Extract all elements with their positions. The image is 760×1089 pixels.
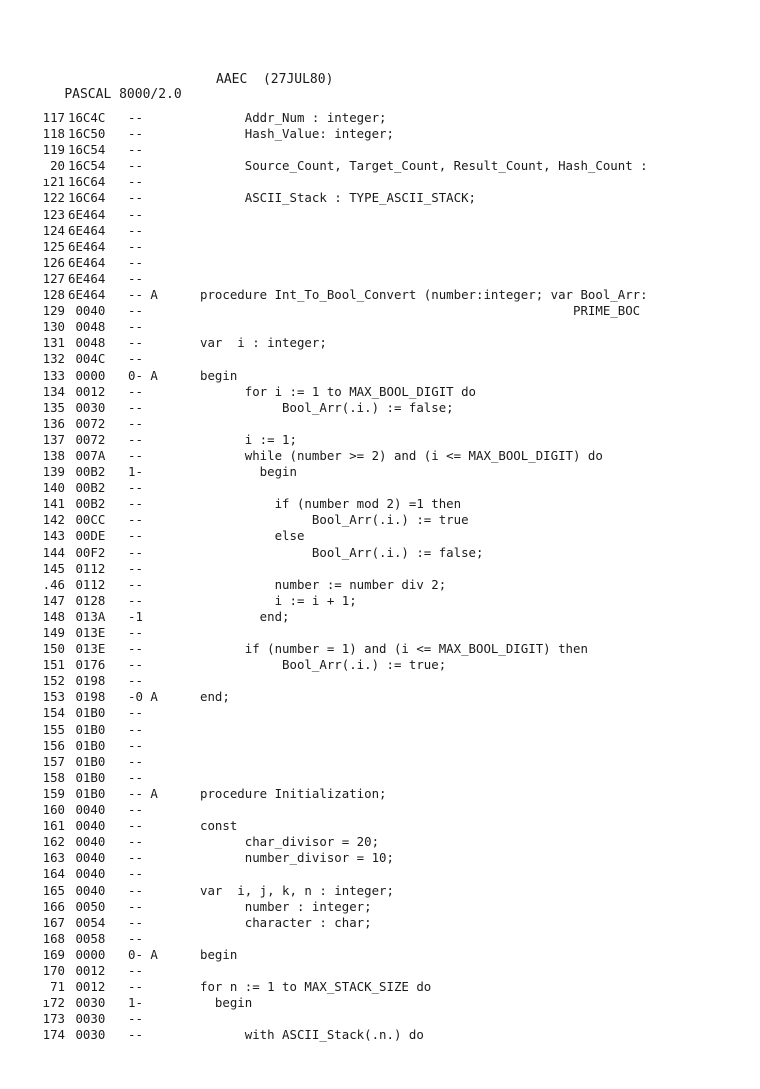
listing-line bbox=[0, 545, 760, 561]
line-number: 137 bbox=[42, 431, 65, 447]
nesting-flag: -- bbox=[128, 415, 143, 431]
listing-line bbox=[0, 802, 760, 818]
nesting-flag: -- bbox=[128, 769, 143, 785]
source-code: number : integer; bbox=[200, 898, 372, 914]
listing-line bbox=[0, 480, 760, 496]
line-number: 129 bbox=[42, 303, 65, 319]
nesting-flag: -- bbox=[128, 592, 143, 608]
line-number: 124 bbox=[42, 222, 65, 238]
source-code: Hash_Value: integer; bbox=[200, 126, 394, 142]
listing-line bbox=[0, 995, 760, 1011]
source-code: i := i + 1; bbox=[200, 592, 357, 608]
address: 0112 bbox=[68, 576, 106, 592]
line-number: 144 bbox=[42, 544, 65, 560]
listing-line bbox=[0, 335, 760, 351]
nesting-flag: -- bbox=[128, 126, 143, 142]
line-number: 142 bbox=[42, 512, 65, 528]
line-number: 155 bbox=[42, 721, 65, 737]
line-number: 143 bbox=[42, 528, 65, 544]
address: 0030 bbox=[68, 1027, 106, 1043]
listing-line bbox=[0, 174, 760, 190]
address: 0058 bbox=[68, 930, 106, 946]
compiler-title: PASCAL 8000/2.0 bbox=[64, 87, 182, 102]
address: 0048 bbox=[68, 319, 106, 335]
address: 0040 bbox=[68, 850, 106, 866]
listing-line bbox=[0, 931, 760, 947]
listing-line bbox=[0, 496, 760, 512]
source-code: begin bbox=[200, 464, 297, 480]
line-number: 138 bbox=[42, 447, 65, 463]
nesting-flag: -- bbox=[128, 866, 143, 882]
address: 0128 bbox=[68, 592, 106, 608]
nesting-flag: -- bbox=[128, 544, 143, 560]
address: 0012 bbox=[68, 383, 106, 399]
line-number: 141 bbox=[42, 496, 65, 512]
address: 6E464 bbox=[68, 287, 106, 303]
line-number: 173 bbox=[42, 1011, 65, 1027]
listing-line bbox=[0, 110, 760, 126]
source-code: Bool_Arr(.i.) := false; bbox=[200, 399, 454, 415]
listing-line bbox=[0, 1027, 760, 1043]
address: 0012 bbox=[68, 962, 106, 978]
source-code: i := 1; bbox=[200, 431, 297, 447]
source-code: if (number = 1) and (i <= MAX_BOOL_DIGIT) then bbox=[200, 641, 588, 657]
nesting-flag: -- A bbox=[128, 785, 158, 801]
source-code: number := number div 2; bbox=[200, 576, 447, 592]
source-code: with ASCII_Stack(.n.) do bbox=[200, 1027, 424, 1043]
source-code: Bool_Arr(.i.) := false; bbox=[200, 544, 484, 560]
line-number: 166 bbox=[42, 898, 65, 914]
line-number: 135 bbox=[42, 399, 65, 415]
address: 0040 bbox=[68, 818, 106, 834]
listing-line bbox=[0, 770, 760, 786]
listing-line bbox=[0, 593, 760, 609]
line-number: 152 bbox=[42, 673, 65, 689]
nesting-flag: -- bbox=[128, 641, 143, 657]
address: 0012 bbox=[68, 979, 106, 995]
listing-line bbox=[0, 126, 760, 142]
line-number: ı21 bbox=[42, 174, 65, 190]
line-number: 139 bbox=[42, 464, 65, 480]
line-number: 157 bbox=[42, 753, 65, 769]
listing-line bbox=[0, 416, 760, 432]
address: 0040 bbox=[68, 834, 106, 850]
address: 00F2 bbox=[68, 544, 106, 560]
compile-info: AAEC (27JUL80) bbox=[216, 72, 334, 87]
listing-line bbox=[0, 432, 760, 448]
listing-line bbox=[0, 963, 760, 979]
nesting-flag: -- bbox=[128, 834, 143, 850]
nesting-flag: 1- bbox=[128, 464, 143, 480]
line-number: 169 bbox=[42, 946, 65, 962]
source-code: begin bbox=[200, 995, 253, 1011]
address: 0040 bbox=[68, 802, 106, 818]
line-number: 156 bbox=[42, 737, 65, 753]
source-code: procedure Initialization; bbox=[200, 785, 387, 801]
address: 0072 bbox=[68, 431, 106, 447]
address: 0176 bbox=[68, 657, 106, 673]
nesting-flag: 0- A bbox=[128, 367, 158, 383]
address: 0000 bbox=[68, 367, 106, 383]
source-code: begin bbox=[200, 946, 238, 962]
line-number: 123 bbox=[42, 206, 65, 222]
address: 0030 bbox=[68, 1011, 106, 1027]
nesting-flag: -- bbox=[128, 142, 143, 158]
nesting-flag: -- bbox=[128, 560, 143, 576]
listing-line bbox=[0, 915, 760, 931]
line-number: 145 bbox=[42, 560, 65, 576]
nesting-flag: -- bbox=[128, 238, 143, 254]
listing-line bbox=[0, 979, 760, 995]
listing-line bbox=[0, 368, 760, 384]
address: 0000 bbox=[68, 946, 106, 962]
address: 00DE bbox=[68, 528, 106, 544]
line-number: 136 bbox=[42, 415, 65, 431]
address: 007A bbox=[68, 447, 106, 463]
address: 0050 bbox=[68, 898, 106, 914]
address: 16C54 bbox=[68, 142, 106, 158]
address: 0040 bbox=[68, 866, 106, 882]
listing-line bbox=[0, 464, 760, 480]
listing-line bbox=[0, 448, 760, 464]
line-number: 153 bbox=[42, 689, 65, 705]
line-number: .46 bbox=[42, 576, 65, 592]
line-number: 154 bbox=[42, 705, 65, 721]
listing-line bbox=[0, 223, 760, 239]
source-code: if (number mod 2) =1 then bbox=[200, 496, 462, 512]
nesting-flag: -0 A bbox=[128, 689, 158, 705]
address: 01B0 bbox=[68, 737, 106, 753]
nesting-flag: -- bbox=[128, 383, 143, 399]
address: 01B0 bbox=[68, 753, 106, 769]
listing-line bbox=[0, 158, 760, 174]
source-code: Addr_Num : integer; bbox=[200, 110, 387, 125]
address: 0030 bbox=[68, 399, 106, 415]
listing-line bbox=[0, 689, 760, 705]
line-number: 133 bbox=[42, 367, 65, 383]
listing-line bbox=[0, 1011, 760, 1027]
nesting-flag: -- bbox=[128, 979, 143, 995]
listing-line bbox=[0, 255, 760, 271]
nesting-flag: -- bbox=[128, 882, 143, 898]
nesting-flag: -- bbox=[128, 496, 143, 512]
nesting-flag: -- bbox=[128, 512, 143, 528]
listing-line bbox=[0, 207, 760, 223]
address: 00B2 bbox=[68, 496, 106, 512]
address: 00CC bbox=[68, 512, 106, 528]
nesting-flag: -- bbox=[128, 174, 143, 190]
nesting-flag: -- bbox=[128, 818, 143, 834]
line-number: 131 bbox=[42, 335, 65, 351]
nesting-flag: -- A bbox=[128, 287, 158, 303]
nesting-flag: -- bbox=[128, 737, 143, 753]
line-number: 119 bbox=[42, 142, 65, 158]
nesting-flag: -- bbox=[128, 914, 143, 930]
source-code: char_divisor = 20; bbox=[200, 834, 380, 850]
nesting-flag: -- bbox=[128, 399, 143, 415]
line-number: 122 bbox=[42, 190, 65, 206]
address: 16C54 bbox=[68, 158, 106, 174]
line-number: 140 bbox=[42, 480, 65, 496]
line-number: 151 bbox=[42, 657, 65, 673]
address: 0048 bbox=[68, 335, 106, 351]
address: 0072 bbox=[68, 415, 106, 431]
address: 0040 bbox=[68, 303, 106, 319]
listing-line bbox=[0, 818, 760, 834]
address: 013A bbox=[68, 608, 106, 624]
nesting-flag: -- bbox=[128, 254, 143, 270]
listing-line bbox=[0, 400, 760, 416]
nesting-flag: -- bbox=[128, 898, 143, 914]
listing-line bbox=[0, 271, 760, 287]
source-code: begin bbox=[200, 367, 238, 383]
line-number: 118 bbox=[42, 126, 65, 142]
nesting-flag: -- bbox=[128, 447, 143, 463]
line-number: 158 bbox=[42, 769, 65, 785]
address: 6E464 bbox=[68, 238, 106, 254]
listing-line bbox=[0, 528, 760, 544]
address: 16C64 bbox=[68, 190, 106, 206]
source-code: character : char; bbox=[200, 914, 372, 930]
source-code: for n := 1 to MAX_STACK_SIZE do bbox=[200, 979, 432, 995]
nesting-flag: 1- bbox=[128, 995, 143, 1011]
line-number: 164 bbox=[42, 866, 65, 882]
address: 01B0 bbox=[68, 785, 106, 801]
listing-line bbox=[0, 287, 760, 303]
listing-line bbox=[0, 609, 760, 625]
source-code: var i, j, k, n : integer; bbox=[200, 882, 394, 898]
line-number: 148 bbox=[42, 608, 65, 624]
nesting-flag: -- bbox=[128, 351, 143, 367]
line-number: 167 bbox=[42, 914, 65, 930]
listing-line bbox=[0, 625, 760, 641]
nesting-flag: -- bbox=[128, 576, 143, 592]
line-number: 130 bbox=[42, 319, 65, 335]
source-code: procedure Int_To_Bool_Convert (number:integer; var Bool_Arr: bbox=[200, 287, 648, 303]
address: 16C4C bbox=[68, 110, 106, 125]
source-code: for i := 1 to MAX_BOOL_DIGIT do bbox=[200, 383, 477, 399]
nesting-flag: -- bbox=[128, 206, 143, 222]
nesting-flag: -- bbox=[128, 1011, 143, 1027]
listing-line bbox=[0, 190, 760, 206]
nesting-flag: -- bbox=[128, 528, 143, 544]
line-number: 126 bbox=[42, 254, 65, 270]
listing-line bbox=[0, 899, 760, 915]
listing-line bbox=[0, 947, 760, 963]
listing-line bbox=[0, 754, 760, 770]
line-number: 150 bbox=[42, 641, 65, 657]
address: 0112 bbox=[68, 560, 106, 576]
listing-line bbox=[0, 577, 760, 593]
line-number: 170 bbox=[42, 962, 65, 978]
address: 6E464 bbox=[68, 206, 106, 222]
line-number: 149 bbox=[42, 625, 65, 640]
listing-line bbox=[0, 641, 760, 657]
address: 0040 bbox=[68, 882, 106, 898]
source-listing bbox=[0, 110, 760, 1043]
listing-line bbox=[0, 351, 760, 367]
listing-line bbox=[0, 722, 760, 738]
nesting-flag: 0- A bbox=[128, 946, 158, 962]
line-number: 127 bbox=[42, 270, 65, 286]
line-number: 163 bbox=[42, 850, 65, 866]
line-number: 165 bbox=[42, 882, 65, 898]
address: 0198 bbox=[68, 673, 106, 689]
line-number: 162 bbox=[42, 834, 65, 850]
listing-line bbox=[0, 673, 760, 689]
source-code: PRIME_BOC bbox=[200, 303, 641, 319]
address: 013E bbox=[68, 625, 106, 640]
line-number: 125 bbox=[42, 238, 65, 254]
address: 0198 bbox=[68, 689, 106, 705]
listing-line bbox=[0, 561, 760, 577]
line-number: ı72 bbox=[42, 995, 65, 1011]
line-number: 159 bbox=[42, 785, 65, 801]
source-code: Source_Count, Target_Count, Result_Count, Hash_Count : bbox=[200, 158, 648, 174]
line-number: 71 bbox=[50, 979, 65, 995]
nesting-flag: -- bbox=[128, 303, 143, 319]
address: 01B0 bbox=[68, 769, 106, 785]
nesting-flag: -- bbox=[128, 319, 143, 335]
address: 013E bbox=[68, 641, 106, 657]
source-code: Bool_Arr(.i.) := true bbox=[200, 512, 469, 528]
nesting-flag: -1 bbox=[128, 608, 143, 624]
nesting-flag: -- bbox=[128, 222, 143, 238]
listing-line bbox=[0, 239, 760, 255]
listing-line bbox=[0, 738, 760, 754]
address: 01B0 bbox=[68, 705, 106, 721]
nesting-flag: -- bbox=[128, 625, 143, 640]
nesting-flag: -- bbox=[128, 270, 143, 286]
address: 00B2 bbox=[68, 480, 106, 496]
nesting-flag: -- bbox=[128, 673, 143, 689]
nesting-flag: -- bbox=[128, 190, 143, 206]
line-number: 161 bbox=[42, 818, 65, 834]
line-number: 168 bbox=[42, 930, 65, 946]
nesting-flag: -- bbox=[128, 721, 143, 737]
listing-line bbox=[0, 319, 760, 335]
source-code: const bbox=[200, 818, 238, 834]
nesting-flag: -- bbox=[128, 657, 143, 673]
line-number: 174 bbox=[42, 1027, 65, 1043]
nesting-flag: -- bbox=[128, 962, 143, 978]
address: 16C50 bbox=[68, 126, 106, 142]
listing-line bbox=[0, 512, 760, 528]
line-number: 147 bbox=[42, 592, 65, 608]
address: 6E464 bbox=[68, 222, 106, 238]
address: 00B2 bbox=[68, 464, 106, 480]
nesting-flag: -- bbox=[128, 753, 143, 769]
line-number: 117 bbox=[42, 110, 65, 125]
line-number: 20 bbox=[50, 158, 65, 174]
address: 6E464 bbox=[68, 254, 106, 270]
nesting-flag: -- bbox=[128, 431, 143, 447]
address: 01B0 bbox=[68, 721, 106, 737]
address: 004C bbox=[68, 351, 106, 367]
listing-line bbox=[0, 786, 760, 802]
nesting-flag: -- bbox=[128, 1027, 143, 1043]
line-number: 128 bbox=[42, 287, 65, 303]
address: 6E464 bbox=[68, 270, 106, 286]
address: 0030 bbox=[68, 995, 106, 1011]
nesting-flag: -- bbox=[128, 802, 143, 818]
address: 16C64 bbox=[68, 174, 106, 190]
line-number: 134 bbox=[42, 383, 65, 399]
source-code: ASCII_Stack : TYPE_ASCII_STACK; bbox=[200, 190, 477, 206]
source-code: while (number >= 2) and (i <= MAX_BOOL_DIGIT) do bbox=[200, 447, 603, 463]
nesting-flag: -- bbox=[128, 158, 143, 174]
listing-line bbox=[0, 883, 760, 899]
nesting-flag: -- bbox=[128, 335, 143, 351]
source-code: else bbox=[200, 528, 305, 544]
listing-line bbox=[0, 303, 760, 319]
address: 0054 bbox=[68, 914, 106, 930]
line-number: 132 bbox=[42, 351, 65, 367]
listing-line bbox=[0, 866, 760, 882]
nesting-flag: -- bbox=[128, 705, 143, 721]
line-number: 160 bbox=[42, 802, 65, 818]
nesting-flag: -- bbox=[128, 850, 143, 866]
listing-line bbox=[0, 705, 760, 721]
source-code: end; bbox=[200, 689, 230, 705]
listing-line bbox=[0, 850, 760, 866]
listing-line bbox=[0, 834, 760, 850]
source-code: end; bbox=[200, 608, 290, 624]
listing-line bbox=[0, 657, 760, 673]
nesting-flag: -- bbox=[128, 110, 143, 125]
nesting-flag: -- bbox=[128, 930, 143, 946]
nesting-flag: -- bbox=[128, 480, 143, 496]
source-code: number_divisor = 10; bbox=[200, 850, 394, 866]
source-code: Bool_Arr(.i.) := true; bbox=[200, 657, 447, 673]
listing-line bbox=[0, 142, 760, 158]
listing-line bbox=[0, 384, 760, 400]
source-code: var i : integer; bbox=[200, 335, 327, 351]
